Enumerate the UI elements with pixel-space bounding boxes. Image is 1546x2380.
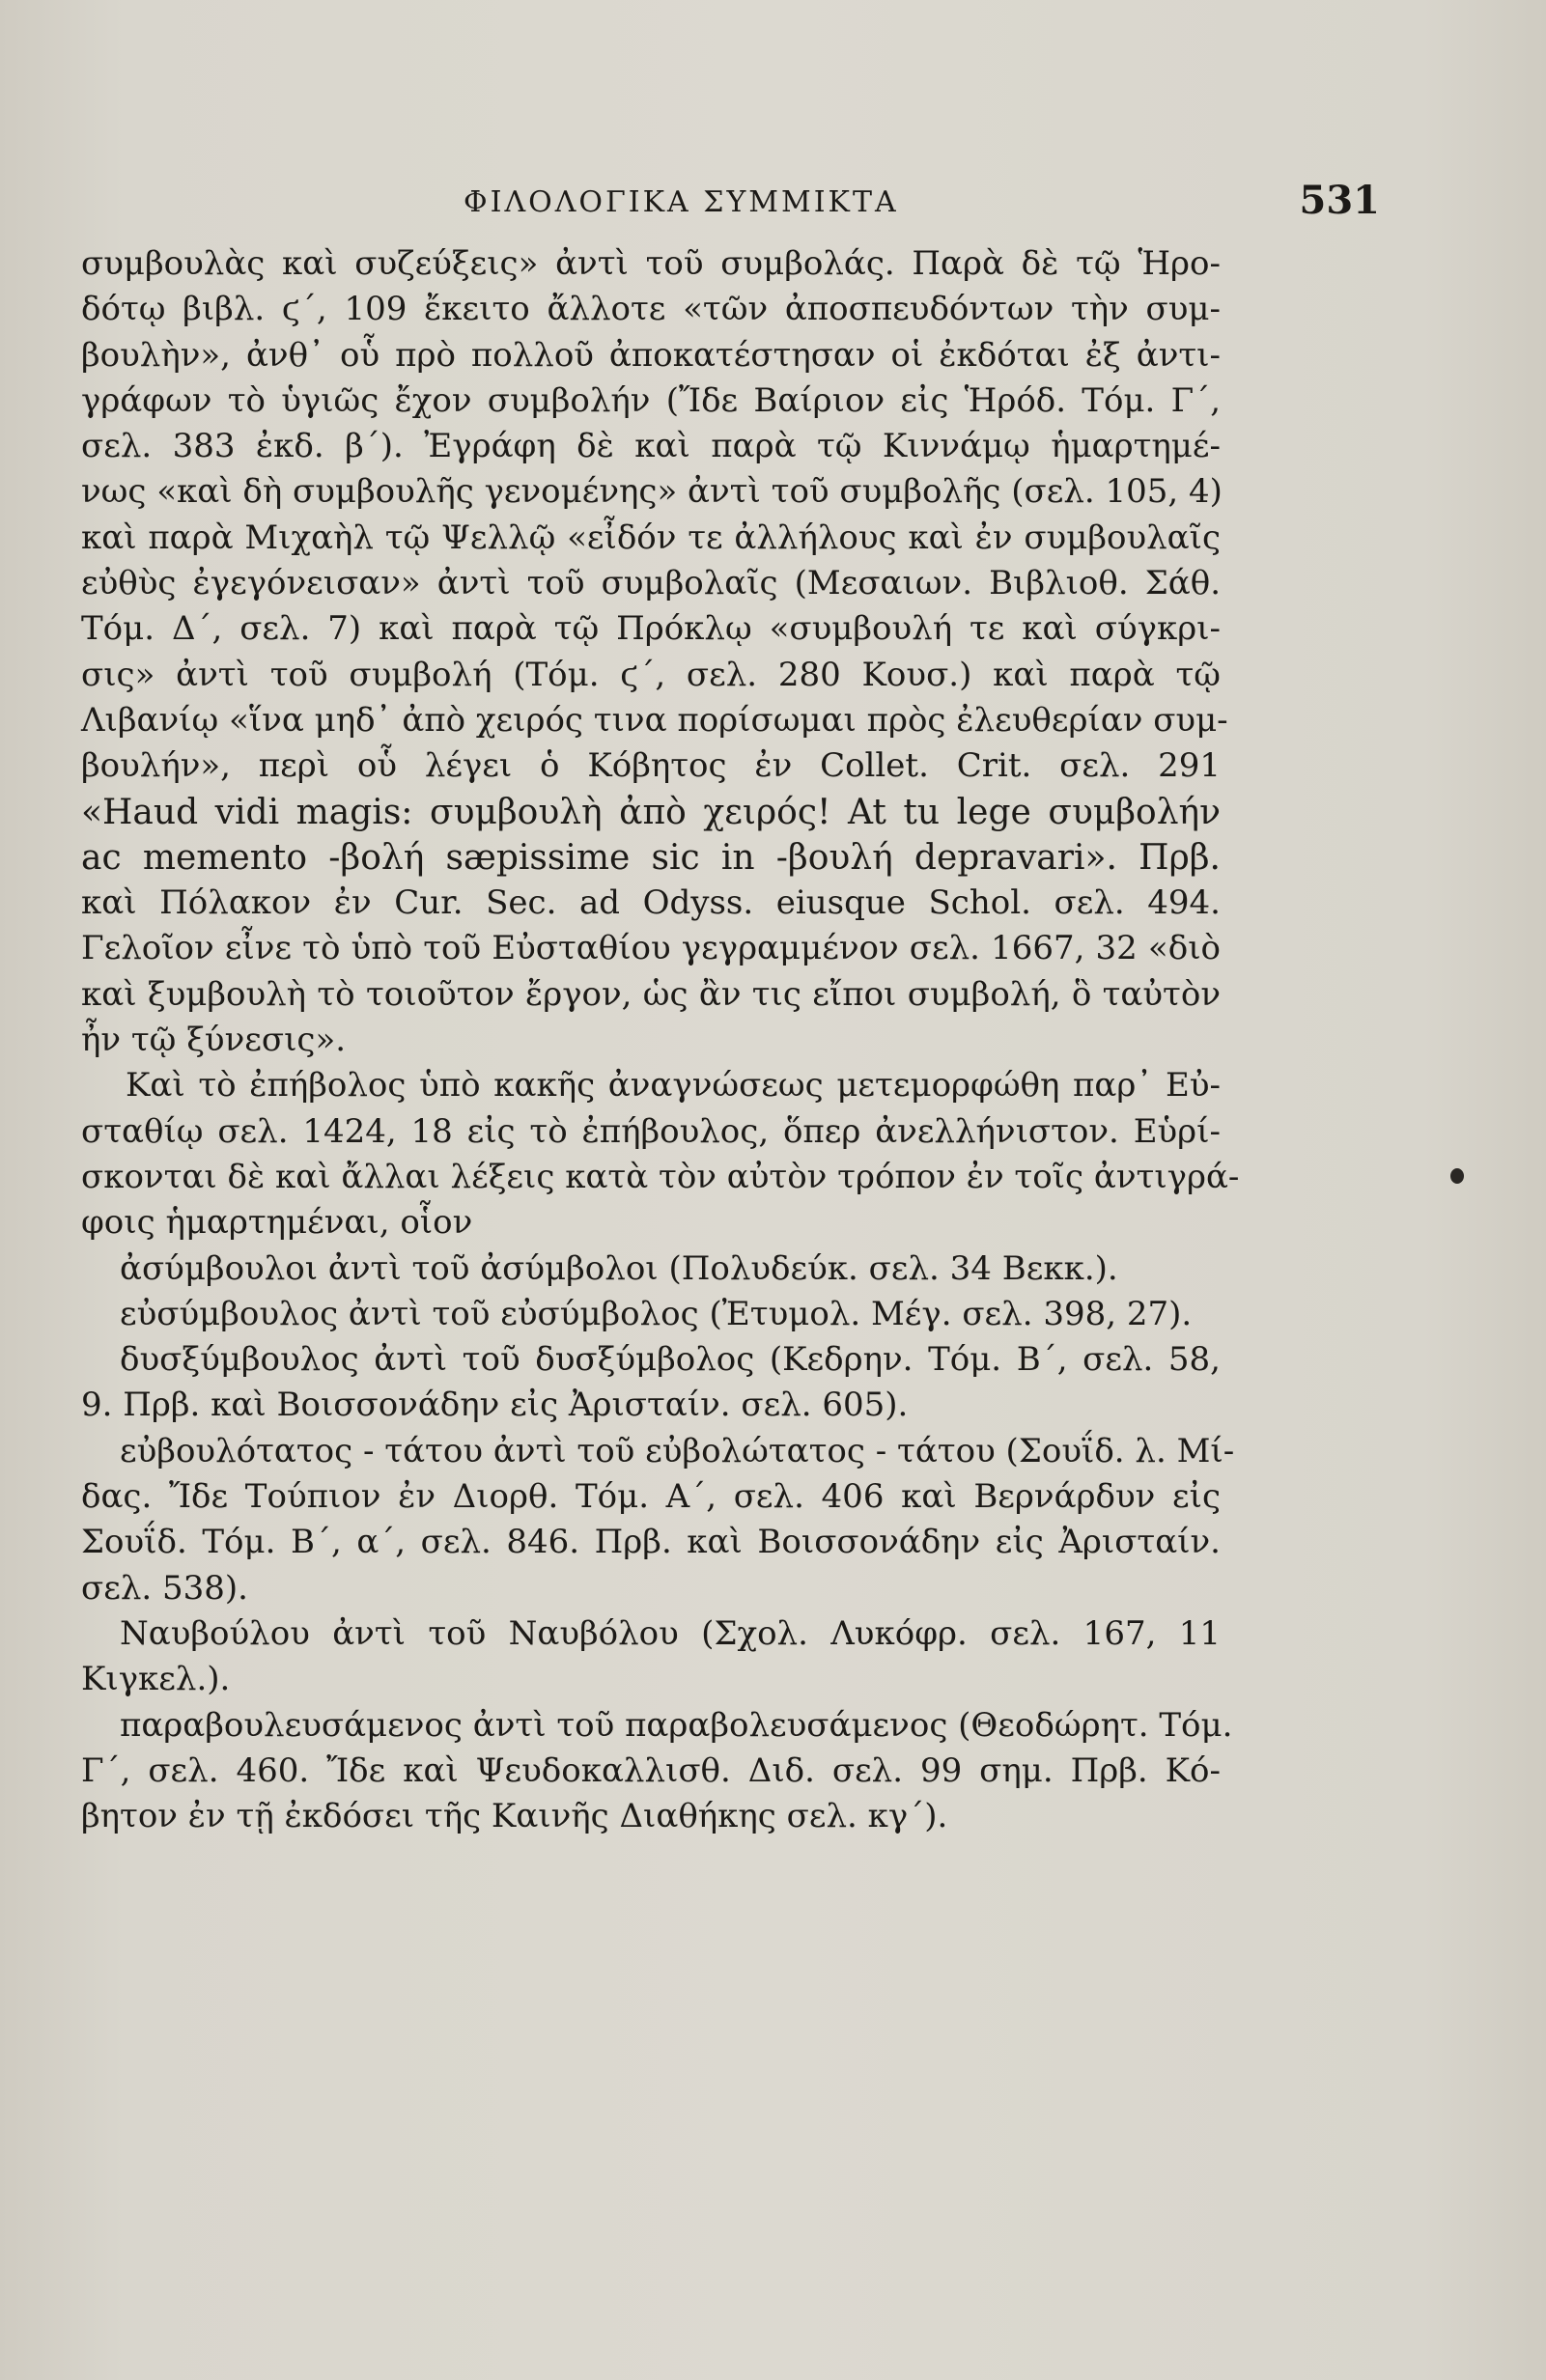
body-text <box>81 241 1240 1839</box>
text-line: Λιβανίῳ «ἵνα μηδ᾽ ἀπὸ χειρός τινα πορίσωμαι πρὸς ἐλευθερίαν συμ- <box>81 700 1228 740</box>
text-line: σκονται δὲ καὶ ἄλλαι λέξεις κατὰ τὸν αὐτὸν τρόπον ἐν τοῖς ἀντιγρά- <box>81 1157 1240 1196</box>
text-line: συμβουλὰς καὶ συζεύξεις» ἀντὶ τοῦ συμβολάς. Παρὰ δὲ τῷ Ἡρο- <box>81 244 1221 283</box>
text-line: βουλὴν», ἀνθ᾽ οὗ πρὸ πολλοῦ ἀποκατέστησαν οἱ ἐκδόται ἐξ ἀντι- <box>81 335 1221 375</box>
text-line: εὐθὺς ἐγεγόνεισαν» ἀντὶ τοῦ συμβολαῖς (Μεσαιων. Βιβλιοθ. Σάθ. <box>81 564 1221 603</box>
text-line: ac memento -βολή sæpissime sic in -βουλή depravari». Πρβ. <box>81 837 1221 878</box>
text-line: βουλήν», περὶ οὗ λέγει ὁ Κόβητος ἐν Collet. Crit. σελ. 291 <box>81 746 1221 786</box>
list-entry-line: Ναυβούλου ἀντὶ τοῦ Ναυβόλου (Σχολ. Λυκόφρ. σελ. 167, 11 <box>120 1613 1221 1653</box>
running-title: ΦΙΛΟΛΟΓΙΚΑ ΣΥΜΜΙΚΤΑ <box>464 185 899 219</box>
text-line: σελ. 538). <box>81 1568 248 1608</box>
text-line: φοις ἡμαρτημέναι, οἷον <box>81 1203 473 1243</box>
text-line: νως «καὶ δὴ συμβουλῆς γενομένης» ἀντὶ τοῦ συμβολῆς (σελ. 105, 4) <box>81 472 1223 512</box>
text-line: δότῳ βιβλ. ϛ΄, 109 ἔκειτο ἄλλοτε «τῶν ἀποσπευδόντων τὴν συμ- <box>81 290 1221 329</box>
text-line: Γελοῖον εἶνε τὸ ὑπὸ τοῦ Εὐσταθίου γεγραμμένον σελ. 1667, 32 «διὸ <box>81 929 1221 968</box>
list-entry-line: ἀσύμβουλοι ἀντὶ τοῦ ἀσύμβολοι (Πολυδεύκ. σελ. 34 Βεκκ.). <box>120 1248 1118 1288</box>
text-line: Γ΄, σελ. 460. Ἴδε καὶ Ψευδοκαλλισθ. Διδ. σελ. 99 σημ. Πρβ. Κό- <box>81 1750 1221 1790</box>
list-entry-line: παραβουλευσάμενος ἀντὶ τοῦ παραβολευσάμενος (Θεοδώρητ. Τόμ. <box>120 1705 1233 1745</box>
text-line: καὶ Πόλακον ἐν Cur. Sec. ad Odyss. eiusque Schol. σελ. 494. <box>81 883 1221 923</box>
text-line: ἦν τῷ ξύνεσις». <box>81 1021 347 1060</box>
text-line: γράφων τὸ ὑγιῶς ἔχον συμβολήν (Ἴδε Βαίριον εἰς Ἡρόδ. Τόμ. Γ΄, <box>81 380 1221 420</box>
text-line: Κιγκελ.). <box>81 1660 231 1699</box>
text-line: σελ. 383 ἐκδ. β΄). Ἐγράφη δὲ καὶ παρὰ τῷ Κιννάμῳ ἡμαρτημέ- <box>81 427 1221 466</box>
page-header <box>0 174 1546 232</box>
list-entry-line: δυσξύμβουλος ἀντὶ τοῦ δυσξύμβολος (Κεδρην. Τόμ. Β΄, σελ. 58, <box>120 1340 1221 1380</box>
text-line: σις» ἀντὶ τοῦ συμβολή (Τόμ. ϛ΄, σελ. 280 Κουσ.) καὶ παρὰ τῷ <box>81 655 1221 694</box>
list-entry-line: εὐβουλότατος - τάτου ἀντὶ τοῦ εὐβολώτατος - τάτου (Σουΐδ. λ. Μί- <box>120 1431 1235 1470</box>
text-line: δας. Ἴδε Τούπιον ἐν Διορθ. Τόμ. Α΄, σελ. 406 καὶ Βερνάρδυν εἰς <box>81 1477 1221 1517</box>
text-line: 9. Πρβ. καὶ Βοισσονάδην εἰς Ἀρισταίν. σελ. 605). <box>81 1386 909 1425</box>
text-line: καὶ ξυμβουλὴ τὸ τοιοῦτον ἔργον, ὡς ἂν τις εἴποι συμβολή, ὃ ταὐτὸν <box>81 974 1221 1014</box>
text-line: βητον ἐν τῇ ἐκδόσει τῆς Καινῆς Διαθήκης σελ. κγ΄). <box>81 1797 948 1836</box>
list-entry-line: εὐσύμβουλος ἀντὶ τοῦ εὐσύμβολος (Ἐτυμολ. Μέγ. σελ. 398, 27). <box>120 1294 1193 1333</box>
text-line: σταθίῳ σελ. 1424, 18 εἰς τὸ ἐπήβουλος, ὅπερ ἀνελλήνιστον. Εὑρί- <box>81 1111 1221 1151</box>
text-line: Τόμ. Δ΄, σελ. 7) καὶ παρὰ τῷ Πρόκλῳ «συμβουλή τε καὶ σύγκρι- <box>81 609 1221 649</box>
ink-dot <box>1450 1168 1464 1184</box>
paragraph-start-line: Καὶ τὸ ἐπήβολος ὑπὸ κακῆς ἀναγνώσεως μετεμορφώθη παρ᾽ Εὐ- <box>126 1066 1221 1106</box>
text-line: καὶ παρὰ Μιχαὴλ τῷ Ψελλῷ «εἶδόν τε ἀλλήλους καὶ ἐν συμβουλαῖς <box>81 518 1221 557</box>
text-line: Σουΐδ. Τόμ. Β΄, α΄, σελ. 846. Πρβ. καὶ Βοισσονάδην εἰς Ἀρισταίν. <box>81 1523 1221 1562</box>
text-line: «Haud vidi magis: συμβουλὴ ἀπὸ χειρός! At tu lege συμβολήν <box>81 792 1221 832</box>
page-number: 531 <box>1299 178 1380 223</box>
